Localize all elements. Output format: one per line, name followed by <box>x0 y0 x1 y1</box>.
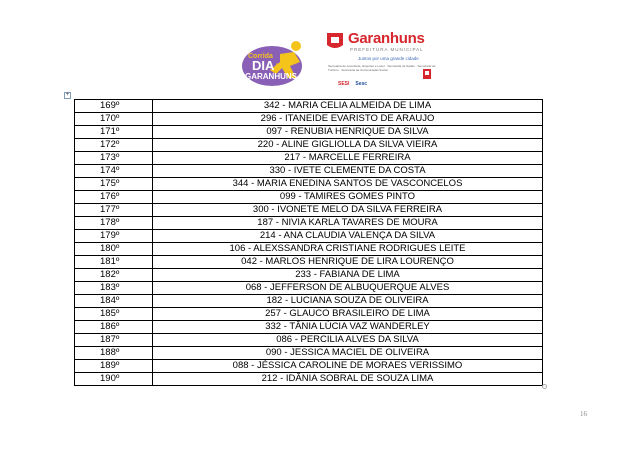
position-cell: 176º <box>75 191 153 204</box>
table-row <box>75 126 543 139</box>
table-row <box>75 113 543 126</box>
race-logo-word-2: DIA <box>252 58 275 73</box>
table-row <box>75 204 543 217</box>
position-cell: 181º <box>75 256 153 269</box>
race-logo <box>236 32 322 88</box>
runner-cell: 090 - JESSICA MACIEL DE OLIVEIRA <box>153 347 543 360</box>
race-logo-word-1: Corrida <box>248 53 273 60</box>
position-cell: 169º <box>75 100 153 113</box>
position-cell: 189º <box>75 360 153 373</box>
sponsor-logos <box>338 81 367 87</box>
table-move-handle-icon[interactable]: + <box>65 92 70 98</box>
position-cell: 171º <box>75 126 153 139</box>
runner-cell: 106 - ALEXSSANDRA CRISTIANE RODRIGUES LEITE <box>153 243 543 256</box>
position-cell: 173º <box>75 152 153 165</box>
page-number: 16 <box>580 410 587 418</box>
table-row <box>75 295 543 308</box>
table-row <box>75 243 543 256</box>
position-cell: 186º <box>75 321 153 334</box>
position-cell: 187º <box>75 334 153 347</box>
position-cell: 184º <box>75 295 153 308</box>
city-subtitle: PREFEITURA MUNICIPAL <box>350 47 424 52</box>
runner-cell: 088 - JÉSSICA CAROLINE DE MORAES VERISSIMO <box>153 360 543 373</box>
table-row <box>75 360 543 373</box>
runner-cell: 214 - ANA CLAUDIA VALENÇA DA SILVA <box>153 230 543 243</box>
position-cell: 180º <box>75 243 153 256</box>
runner-cell: 332 - TÂNIA LÚCIA VAZ WANDERLEY <box>153 321 543 334</box>
position-cell: 177º <box>75 204 153 217</box>
table-row <box>75 347 543 360</box>
table-row <box>75 165 543 178</box>
page-header <box>230 26 436 92</box>
table-row <box>75 334 543 347</box>
table-row <box>75 178 543 191</box>
position-cell: 185º <box>75 308 153 321</box>
sesi-logo: SESI <box>338 81 350 87</box>
position-cell: 178º <box>75 217 153 230</box>
table-row <box>75 256 543 269</box>
runner-cell: 257 - GLAUCO BRASILEIRO DE LIMA <box>153 308 543 321</box>
runner-cell: 330 - IVETE CLEMENTE DA COSTA <box>153 165 543 178</box>
runner-cell: 342 - MARIA CELIA ALMEIDA DE LIMA <box>153 100 543 113</box>
position-cell: 179º <box>75 230 153 243</box>
runner-cell: 042 - MARLOS HENRIQUE DE LIRA LOURENÇO <box>153 256 543 269</box>
table-row <box>75 152 543 165</box>
table-row <box>75 230 543 243</box>
table-row <box>75 373 543 386</box>
runner-cell: 187 - NIVIA KARLA TAVARES DE MOURA <box>153 217 543 230</box>
race-logo-word-3: DE <box>276 64 285 70</box>
position-cell: 174º <box>75 165 153 178</box>
runner-cell: 344 - MARIA ENEDINA SANTOS DE VASCONCELOS <box>153 178 543 191</box>
position-cell: 182º <box>75 269 153 282</box>
runner-cell: 182 - LUCIANA SOUZA DE OLIVEIRA <box>153 295 543 308</box>
table-row <box>75 217 543 230</box>
table-row <box>75 308 543 321</box>
city-name: Garanhuns <box>348 30 425 47</box>
sponsor-departments: Secretaria de Juventude, Esportes e Lazer · Secretaria de Saúde · Secretaria de Turismo · Secretaria de Comunicação Social <box>328 64 436 72</box>
runner-cell: 300 - IVONETE MELO DA SILVA FERREIRA <box>153 204 543 217</box>
runner-cell: 212 - IDÂNIA SOBRAL DE SOUZA LIMA <box>153 373 543 386</box>
table-row <box>75 321 543 334</box>
position-cell: 183º <box>75 282 153 295</box>
table-row <box>75 100 543 113</box>
runner-cell: 099 - TAMIRES GOMES PINTO <box>153 191 543 204</box>
position-cell: 170º <box>75 113 153 126</box>
position-cell: 188º <box>75 347 153 360</box>
sesc-logo: Sesc <box>355 81 368 87</box>
table-row <box>75 269 543 282</box>
race-logo-word-4: GARANHUNS <box>245 72 297 81</box>
runner-cell: 220 - ALINE GIGLIOLLA DA SILVA VIEIRA <box>153 139 543 152</box>
runner-cell: 068 - JEFFERSON DE ALBUQUERQUE ALVES <box>153 282 543 295</box>
runner-cell: 086 - PERCILIA ALVES DA SILVA <box>153 334 543 347</box>
table-row <box>75 282 543 295</box>
runner-cell: 097 - RENUBIA HENRIQUE DA SILVA <box>153 126 543 139</box>
city-slogan: Juntos por uma grande cidade <box>358 56 419 61</box>
table-row <box>75 191 543 204</box>
position-cell: 190º <box>75 373 153 386</box>
results-table <box>74 99 543 386</box>
runner-cell: 296 - ITANEIDE EVARISTO DE ARAUJO <box>153 113 543 126</box>
runner-cell: 233 - FABIANA DE LIMA <box>153 269 543 282</box>
table-row <box>75 139 543 152</box>
position-cell: 172º <box>75 139 153 152</box>
paragraph-end-icon <box>542 384 547 389</box>
runner-cell: 217 - MARCELLE FERREIRA <box>153 152 543 165</box>
position-cell: 175º <box>75 178 153 191</box>
